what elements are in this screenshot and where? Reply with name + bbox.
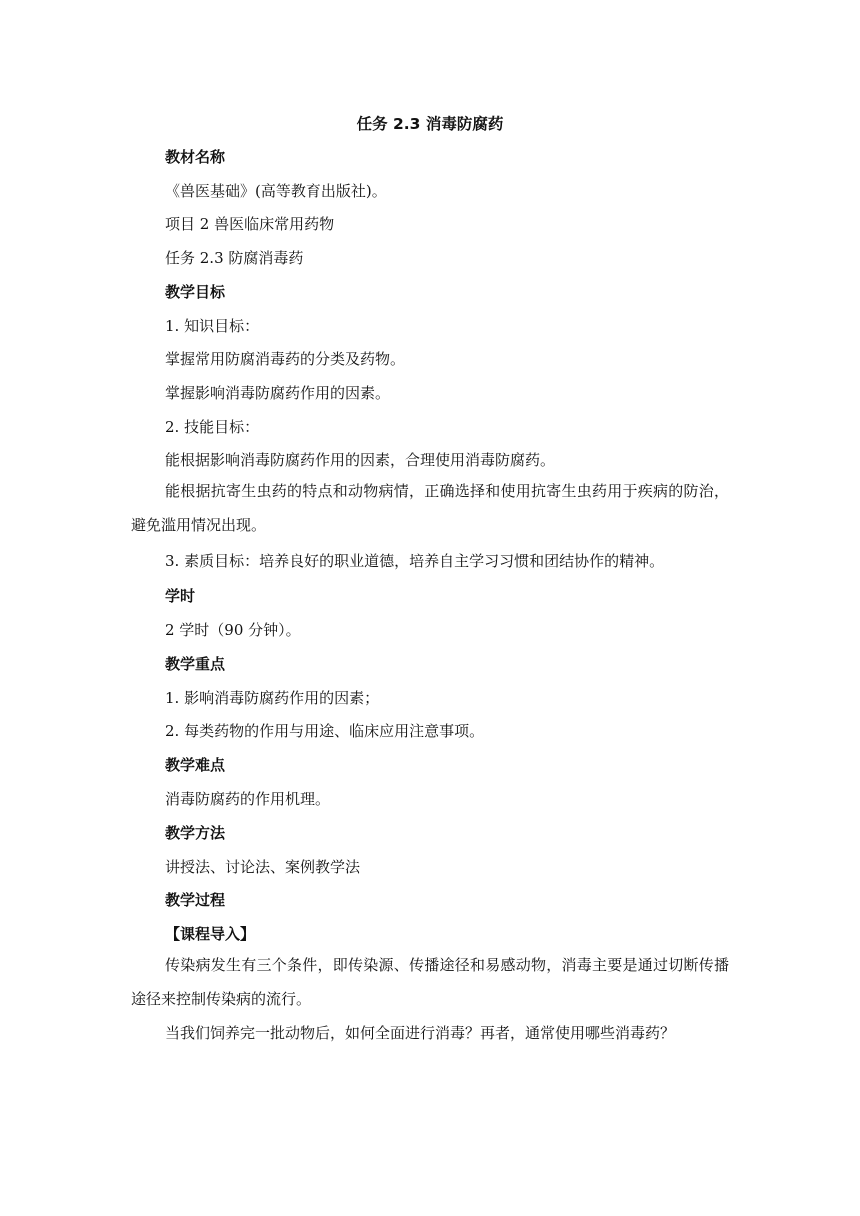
knowledge-objective-label: 1. 知识目标： — [165, 317, 260, 335]
methods-heading: 教学方法 — [165, 824, 226, 842]
methods-text: 讲授法、讨论法、案例教学法 — [165, 858, 361, 876]
skill-objective-1: 能根据影响消毒防腐药作用的因素，合理使用消毒防腐药。 — [165, 451, 556, 469]
hours-text: 2 学时（90 分钟）。 — [165, 621, 301, 639]
difficulty-heading: 教学难点 — [165, 756, 226, 774]
intro-paragraph-2: 当我们饲养完一批动物后，如何全面进行消毒？再者，通常使用哪些消毒药？ — [165, 1024, 676, 1042]
intro-paragraph-1: 传染病发生有三个条件，即传染源、传播途径和易感动物，消毒主要是通过切断传播途径来控制传染病的流行。 — [131, 956, 729, 1008]
quality-objective: 3. 素质目标：培养良好的职业道德，培养自主学习习惯和团结协作的精神。 — [165, 552, 665, 570]
skill-objective-2: 能根据抗寄生虫药的特点和动物病情，正确选择和使用抗寄生虫药用于疾病的防治，避免滥用情况出现。 — [131, 482, 729, 534]
objectives-heading: 教学目标 — [165, 283, 226, 301]
difficulty-text: 消毒防腐药的作用机理。 — [165, 790, 331, 808]
process-heading: 教学过程 — [165, 891, 226, 909]
intro-heading: 【课程导入】 — [165, 925, 256, 943]
document-title: 任务 2.3 消毒防腐药 — [356, 115, 504, 133]
project-line: 项目 2 兽医临床常用药物 — [165, 215, 335, 233]
key-points-heading: 教学重点 — [165, 655, 226, 673]
knowledge-objective-1: 掌握常用防腐消毒药的分类及药物。 — [165, 350, 406, 368]
key-point-2: 2. 每类药物的作用与用途、临床应用注意事项。 — [165, 722, 485, 740]
skill-objective-label: 2. 技能目标： — [165, 418, 260, 436]
textbook-name: 《兽医基础》(高等教育出版社)。 — [165, 182, 387, 200]
task-line: 任务 2.3 防腐消毒药 — [165, 249, 304, 267]
hours-heading: 学时 — [165, 587, 196, 605]
key-point-1: 1. 影响消毒防腐药作用的因素； — [165, 689, 380, 707]
textbook-heading: 教材名称 — [165, 148, 226, 166]
knowledge-objective-2: 掌握影响消毒防腐药作用的因素。 — [165, 384, 391, 402]
